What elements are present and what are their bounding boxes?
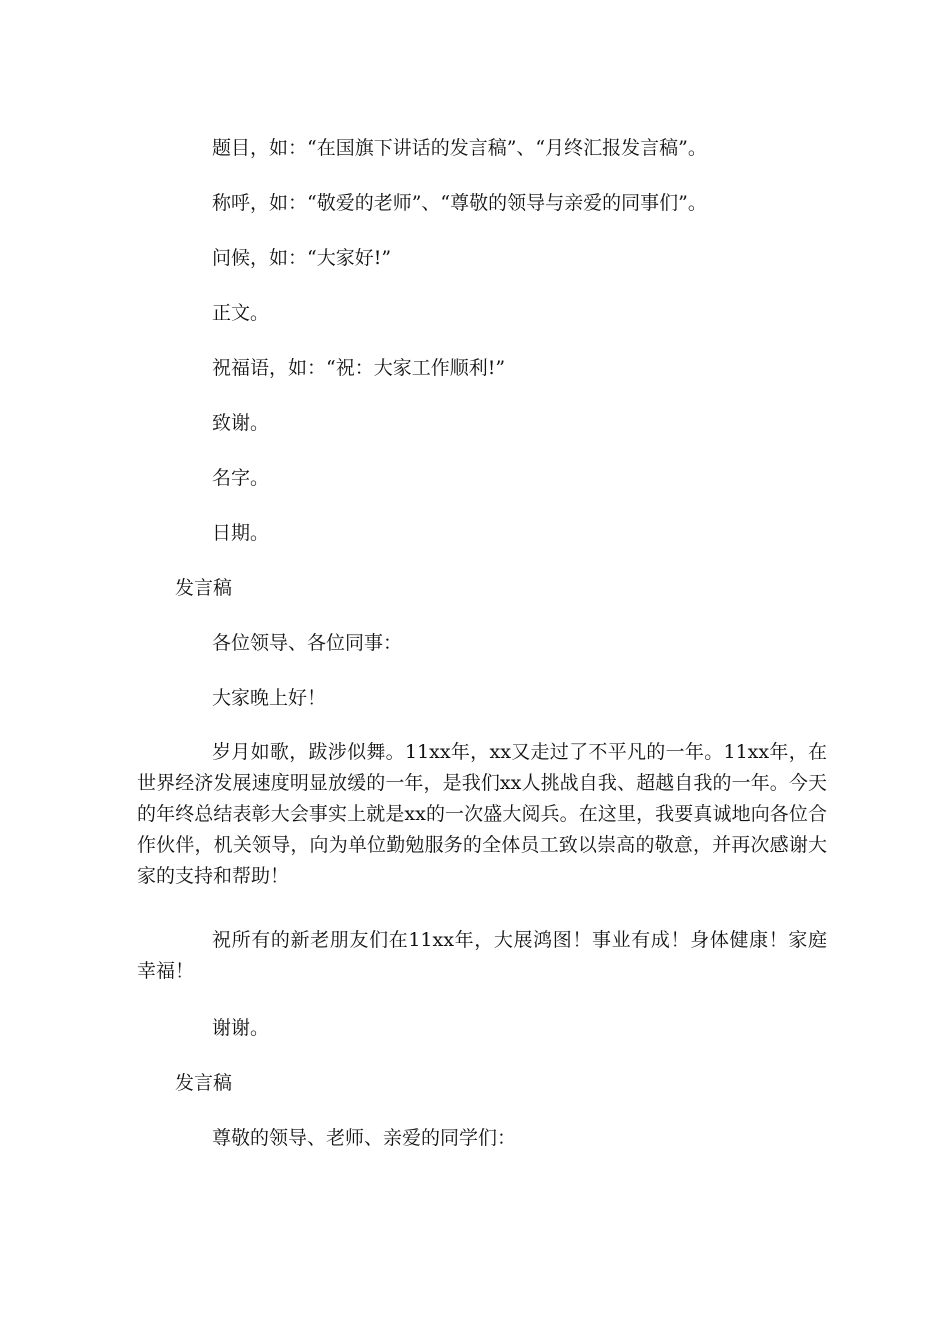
item-thanks: 致谢。 <box>212 412 270 434</box>
item-greeting: 问候，如：“大家好!” <box>212 247 392 269</box>
speech1-greeting: 大家晚上好！ <box>212 687 327 709</box>
section-heading-2: 发言稿 <box>175 1072 233 1094</box>
speech1-thanks: 谢谢。 <box>212 1017 270 1039</box>
speech2-salutation: 尊敬的领导、老师、亲爱的同学们： <box>212 1127 517 1149</box>
speech1-salutation: 各位领导、各位同事： <box>212 632 403 654</box>
item-name: 名字。 <box>212 467 270 489</box>
item-body: 正文。 <box>212 302 270 324</box>
item-salutation: 称呼，如：“敬爱的老师”、“尊敬的领导与亲爱的同事们”。 <box>212 192 707 214</box>
speech1-body-paragraph: 岁月如歌，跋涉似舞。11xx年，xx又走过了不平凡的一年。11xx年，在世界经济发展速度明显放缓的一年，是我们xx人挑战自我、超越自我的一年。今天的年终总结表彰大会事实上就是xx的一次盛大阅兵。在这里，我要真诚地向各位合作伙伴，机关领导，向为单位勤勉服务的全体员工致以崇高的敬意，并再次感谢大家的支持和帮助！ <box>137 741 827 887</box>
item-date: 日期。 <box>212 522 270 544</box>
speech1-wishes-paragraph: 祝所有的新老朋友们在11xx年，大展鸿图！事业有成！身体健康！家庭幸福！ <box>137 929 827 982</box>
item-blessing: 祝福语，如：“祝：大家工作顺利!” <box>212 357 506 379</box>
section-heading-1: 发言稿 <box>175 577 233 599</box>
item-title: 题目，如：“在国旗下讲话的发言稿”、“月终汇报发言稿”。 <box>212 137 707 159</box>
